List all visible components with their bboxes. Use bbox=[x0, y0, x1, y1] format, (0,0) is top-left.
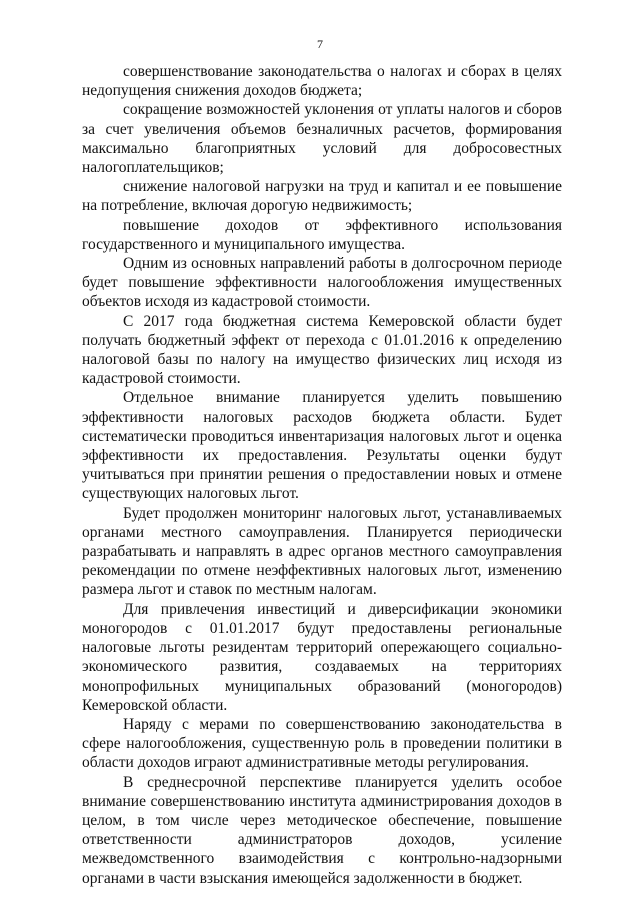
paragraph-5: Одним из основных направлений работы в долгосрочном периоде будет повышение эффективности налогообложения имущественных объектов исходя из кадастровой стоимости. bbox=[82, 255, 562, 311]
paragraph-6: С 2017 года бюджетная система Кемеровской области будет получать бюджетный эффект от перехода с 01.01.2016 к определению налоговой базы по налогу на имущество физических лиц исходя из кадастровой стоимости. bbox=[82, 312, 562, 388]
page-number: 7 bbox=[317, 37, 323, 51]
paragraph-4: повышение доходов от эффективного использования государственного и муниципального имущества. bbox=[82, 216, 562, 253]
paragraph-2: сокращение возможностей уклонения от уплаты налогов и сборов за счет увеличения объемов безналичных расчетов, формирования максимально благоприятных условий для добросовестных налогоплательщиков; bbox=[82, 101, 562, 177]
document-body bbox=[82, 62, 562, 888]
paragraph-9: Для привлечения инвестиций и диверсификации экономики моногородов с 01.01.2017 будут предоставлены региональные налоговые льготы резидентам территорий опережающего социально-экономического развития, создаваемых на территориях монопрофильных муниципальных образований (моногородов) Кемеровской области. bbox=[82, 600, 562, 714]
paragraph-10: Наряду с мерами по совершенствованию законодательства в сфере налогообложения, существенную роль в проведении политики в области доходов играют административные методы регулирования. bbox=[82, 715, 562, 772]
paragraph-3: снижение налоговой нагрузки на труд и капитал и ее повышение на потребление, включая дорогую недвижимость; bbox=[82, 178, 562, 215]
paragraph-8: Будет продолжен мониторинг налоговых льгот, устанавливаемых органами местного самоуправления. Планируется периодически разрабатывать и направлять в адрес органов местного самоуправления рекомендации по отмене неэффективных налоговых льгот, изменению размера льгот и ставок по местным налогам. bbox=[82, 504, 562, 599]
paragraph-1: совершенствование законодательства о налогах и сборах в целях недопущения снижения доходов бюджета; bbox=[82, 63, 562, 100]
paragraph-11: В среднесрочной перспективе планируется уделить особое внимание совершенствованию института администрирования доходов в целом, в том числе через методическое обеспечение, повышение ответственности администраторов доходов, усиление межведомственного взаимодействия с контрольно-надзорными органами в части взыскания имеющейся задолженности в бюджет. bbox=[82, 773, 562, 887]
paragraph-7: Отдельное внимание планируется уделить повышению эффективности налоговых расходов бюджета области. Будет систематически проводиться инвентаризация налоговых льгот и оценка эффективности их предоставления. Результаты оценки будут учитываться при принятии решения о предоставлении новых и отмене существующих налоговых льгот. bbox=[82, 389, 562, 503]
